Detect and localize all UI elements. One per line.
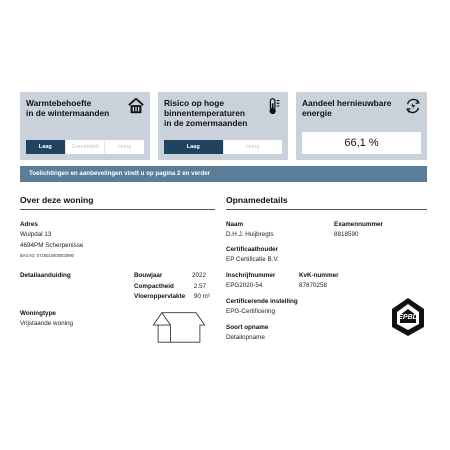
- compactness-value: 2.57: [193, 283, 206, 290]
- renewable-title-line1: Aandeel hernieuwbare: [302, 98, 392, 108]
- epbd-logo: [389, 297, 427, 337]
- detached-house-icon: [150, 307, 208, 345]
- overheating-title-line3: in de zomermaanden: [164, 118, 248, 128]
- kvk-number-label: KvK-nummer: [299, 272, 339, 279]
- renewable-share-title: [302, 98, 391, 118]
- overheating-scale: [164, 140, 282, 154]
- inspection-type-value: Detailopname: [226, 334, 265, 341]
- certifying-body-value: EPG-Certificering: [226, 308, 275, 315]
- exam-number-label: Examennummer: [334, 221, 383, 228]
- about-home-divider: [20, 209, 215, 210]
- registration-number-value: EPG2020-54: [226, 282, 263, 289]
- address-line1: Wulpdal 13: [20, 231, 52, 238]
- kvk-number-value: 87870258: [299, 282, 328, 289]
- heat-demand-title: [26, 98, 109, 118]
- heat-demand-title-line1: Warmtebehoefte: [26, 98, 92, 108]
- heat-demand-medium: Gemiddeld: [66, 140, 106, 154]
- certificate-holder-label: Certificaathouder: [226, 246, 279, 253]
- name-value: D.H.J. Huijbregts: [226, 231, 274, 238]
- heat-demand-high: Hoog: [117, 144, 132, 150]
- heat-demand-panel: [20, 92, 150, 160]
- certifying-body-label: Certificerende instelling: [226, 298, 298, 305]
- name-label: Naam: [226, 221, 244, 228]
- compactness-label: Compactheid: [134, 283, 174, 290]
- build-year-value: 2022: [191, 272, 206, 279]
- floor-area-label: Vloeroppervlakte: [134, 293, 186, 300]
- renewable-cycle-icon: [404, 97, 422, 115]
- epbd-logo-text: EPBD: [398, 314, 418, 321]
- renewable-title-line2: energie: [302, 108, 332, 118]
- floor-area-value: 90 m²: [193, 293, 210, 300]
- renewable-share-value: 66,1 %: [302, 132, 421, 154]
- certificate-holder-value: EP Certificatie B.V.: [226, 256, 279, 263]
- inspection-details-heading: Opnamedetails: [226, 195, 288, 205]
- address-label: Adres: [20, 221, 38, 228]
- renewable-share-panel: [296, 92, 427, 160]
- heat-demand-scale: [26, 140, 144, 154]
- inspection-details-divider: [226, 209, 427, 210]
- inspection-type-label: Soort opname: [226, 324, 269, 331]
- bag-id: BAG-ID: 0716010000003990: [20, 253, 75, 258]
- home-type-label: Woningtype: [20, 310, 56, 317]
- overheating-risk-panel: [158, 92, 288, 160]
- house-heat-icon: [127, 97, 145, 115]
- about-home-heading: Over deze woning: [20, 195, 94, 205]
- registration-number-label: Inschrijfnummer: [226, 272, 276, 279]
- detail-label: Detailaanduiding: [20, 272, 71, 279]
- home-type-value: Vrijstaande woning: [20, 320, 73, 327]
- overheating-title-line1: Risico op hoge: [164, 98, 225, 108]
- overheating-risk-title: [164, 98, 247, 128]
- heat-demand-title-line2: in de wintermaanden: [26, 108, 110, 118]
- exam-number-value: 8818590: [334, 231, 359, 238]
- overheating-high: Hoog: [246, 144, 260, 150]
- overheating-low: Laag: [164, 140, 224, 154]
- thermometer-icon: [265, 97, 283, 115]
- address-line2: 4694PM Scherpenisse: [20, 242, 84, 249]
- heat-demand-low: Laag: [26, 140, 66, 154]
- build-year-label: Bouwjaar: [134, 272, 163, 279]
- recommendations-banner: Toelichtingen en aanbevelingen vindt u op pagina 2 en verder: [20, 166, 427, 182]
- overheating-title-line2: binnentemperaturen: [164, 108, 245, 118]
